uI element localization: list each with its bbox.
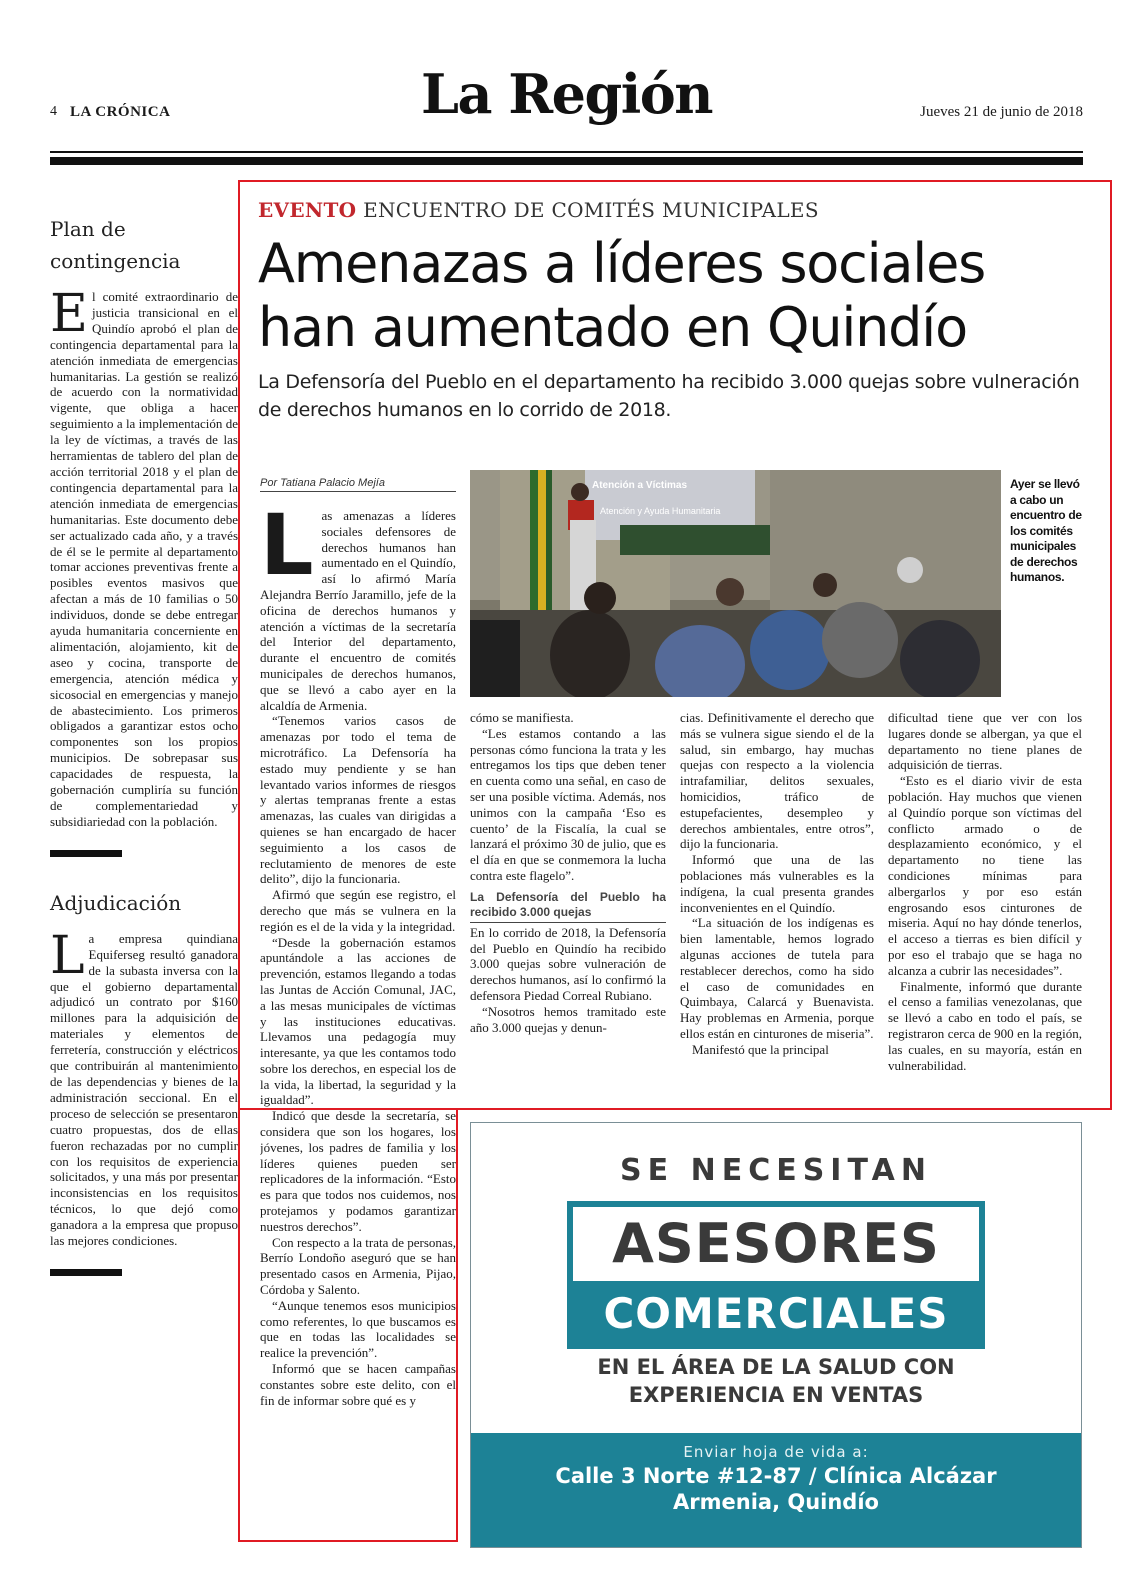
article-paragraph: cias. Definitivamente el derecho que más se vulnera sigue siendo el de la salud, sin embargo, hay muchas quejas con respecto a la violencia intrafamiliar, delitos sexuales, homicidios, tráfico de estupefacientes, desempleo y derechos ambientales, entre otros”, dijo la funcionaria. (680, 710, 874, 852)
article-paragraph: Informó que una de las poblaciones más vulnerables es la indígena, la cual presenta grandes inconvenientes en el Quindío. (680, 852, 874, 915)
article-kicker (258, 198, 1083, 222)
article-paragraph: Indicó que desde la secretaría, se considera que son los hogares, los jóvenes, los padres de familia y los líderes quienes pueden ser replicadores de la información. “Esto es para que todos nos cuidemos, nos protejamos y podamos garantizar nuestros derechos”. (260, 1108, 456, 1234)
article-paragraph: “La situación de los indígenas es bien lamentable, hemos logrado algunas acciones de tutela para restablecer derechos, como ha sido el caso de comunidades en Quimbaya, Calarcá y Buenavista. Hay problemas en Armenia, porque ellos están en cinturones de miseria”. (680, 915, 874, 1041)
article-column-4 (888, 710, 1082, 1105)
ad-contact-band (471, 1433, 1081, 1547)
job-advertisement (470, 1122, 1082, 1548)
ad-contact-address: Calle 3 Norte #12-87 / Clínica Alcázar (555, 1464, 997, 1488)
photo-caption: Ayer se llevó a cabo un encuentro de los comités municipales de derechos humanos. (1010, 477, 1082, 584)
article-paragraph: Manifestó que la principal (692, 1041, 829, 1057)
article-paragraph: “Nosotros hemos tramitado este año 3.000 quejas y denun- (470, 1003, 666, 1035)
sidebar-heading-adjudicacion: Adjudicación (50, 890, 182, 915)
article-paragraph: cómo se manifiesta. (470, 710, 574, 725)
ad-requirement-line: EN EL ÁREA DE LA SALUD CON (597, 1355, 955, 1379)
sidebar-body-adjudicacion: a empresa quindiana Equiferseg resultó ganadora de la subasta inversa con la que el gobierno departamental adjudicó un contrato por $160 millones para la adquisición de materiales y elementos de ferretería, construcción y eléctricos que contribuirán al mantenimiento de las dependencias y bienes de la administración seccional. En el proceso de selección se presentaron cuatro propuestas, dos de ellas fueron rechazadas por no cumplir con los requisitos de experiencia solicitados, y una más por presentar inconsistencias en los requisitos técnicos, lo que dejó como ganadora a la empresa que propuso las mejores condiciones. (50, 930, 238, 1249)
article-paragraph: dificultad tiene que ver con los lugares donde se albergan, ya que el departamento no tiene planes de adquisición de tierras. (888, 710, 1082, 773)
masthead-rule-thick (50, 157, 1083, 165)
sidebar-divider-bottom (50, 1269, 122, 1276)
masthead (50, 62, 1083, 166)
article-paragraph: “Tenemos varios casos de amenazas por todo el tema de microtráfico. La Defensoría ha estado muy pendiente y se han levantado varios informes de riesgos y alertas tempranas frente a estas amenazas, las cuales van dirigidas a quienes se han encargado de hacer seguimiento a los casos de reclutamiento de menores de este delito”, dijo la funcionaria. (260, 713, 456, 887)
sidebar-text-adjudicacion (50, 925, 238, 1249)
article-paragraph: Con respecto a la trata de personas, Berrío Londoño aseguró que se han presentado casos en Armenia, Pijao, Córdoba y Salento. (260, 1234, 456, 1298)
paragraph-text: as amenazas a líderes sociales defensores de derechos humanos han aumentado en el Quindío, así lo afirmó María Alejandra Berrío Jaramillo, jefe de la oficina de derechos humanos y atención a víctimas de la secretaría del Interior del departamento, durante el encuentro de comités municipales de derechos humanos, que se llevó a cabo ayer en la alcaldía de Armenia. (260, 508, 456, 713)
article-paragraph: Finalmente, informó que durante el censo a familias venezolanas, que se llevó a cabo en todo el país, se registraron cerca de 900 en la región, las cuales, en su mayoría, están en vulnerabilidad. (888, 978, 1082, 1073)
masthead-rule-thin (50, 151, 1083, 153)
sidebar-divider (50, 850, 122, 857)
kicker-text: ENCUENTRO DE COMITÉS MUNICIPALES (356, 198, 819, 222)
ad-title-main: ASESORES (573, 1207, 979, 1281)
photo-illustration (470, 470, 1001, 697)
issue-date: Jueves 21 de junio de 2018 (920, 104, 1083, 120)
article-deck: La Defensoría del Pueblo en el departamento ha recibido 3.000 quejas sobre vulneración de derechos humanos en lo corrido de 2018. (258, 371, 1080, 421)
highlight-connector (456, 1108, 1112, 1110)
article-column-2 (470, 710, 666, 1105)
article-paragraph: “Esto es el diario vivir de esta población. Hay muchos que vienen al Quindío porque son víctimas del conflicto armado o de desplazamiento económico, y el departamento no tiene las condiciones mínimas para albergarlos y por eso están engrosando esos cinturones de miseria. Aquí no hay dónde tenerlos, el acceso a tierras es bien difícil y por eso el trabajo que se haga no alcanza a cubrir las necesidades”. (888, 773, 1082, 978)
section-title: La Región (420, 62, 713, 126)
article-paragraph (260, 508, 456, 713)
ad-requirements (471, 1353, 1081, 1409)
kicker-label: EVENTO (258, 198, 357, 222)
page-number: 4 (50, 104, 57, 119)
publication-name: LA CRÓNICA (70, 104, 171, 120)
article-paragraph: “Aunque tenemos esos municipios como referentes, lo que buscamos es que en todas las localidades se realice la prevención”. (260, 1297, 456, 1361)
ad-requirement-line: EXPERIENCIA EN VENTAS (628, 1383, 924, 1407)
article-headline: Amenazas a líderes sociales han aumentado en Quindío (258, 232, 986, 359)
article-column-1 (260, 508, 456, 1536)
article-header (258, 198, 1083, 424)
ad-heading: SE NECESITAN (620, 1153, 932, 1188)
sidebar-text-plan (50, 284, 238, 830)
sidebar-column (50, 213, 238, 1276)
article-column-3 (680, 710, 874, 1105)
sidebar-dropcap-adjudicacion: L (50, 925, 85, 986)
sidebar-heading-plan: Plan de contingencia (50, 217, 181, 273)
photo-screen-title: Atención a Víctimas (592, 480, 688, 491)
sidebar-dropcap-plan: E (50, 284, 88, 344)
article-paragraph: “Desde la gobernación estamos apuntándole a las acciones de prevención, estamos llegando a todas las Juntas de Acción Comunal, JAC, a las mesas municipales de víctimas y las instituciones educativas. Llevamos una pedagogía muy interesante, ya que les contamos todo sobre los derechos, en especial los de la vida, la libertad, la seguridad y la igualdad”. (260, 934, 456, 1108)
article-paragraph: Afirmó que según ese registro, el derecho que más se vulnera en la región es el de la vida y la integridad. (260, 887, 456, 934)
sidebar-body-plan: l comité extraordinario de justicia transicional en el Quindío aprobó el plan de contingencia departamental para la atención inmediata de emergencias humanitarias. La gestión se realizó de acuerdo con la normatividad vigente, que obliga a hacer seguimiento a la implementación de la ley de víctimas, a través de las herramientas de tablero del plan de acción territorial 2018 y el plan de contingencia departamental para la atención inmediata de emergencias humanitarias. Este documento debe ser actualizado cada año, y a través de él se le permite al departamento tomar acciones preventivas frente a posibles eventos masivos que afectan a más de 10 familias o 50 individuos, donde se debe entregar ayuda humanitaria concerniente en alimentación, alojamiento, kit de aseo y cocina, transporte de emergencia, atención médica y sicosocial en emergencias y manejo de abastecimiento. Los primeros obligados a garantizar estos ocho componentes son los propios municipios. De sobrepasar sus capacidades de respuesta, la gobernación cumpliría su función de complementariedad y subsidiariedad con la población. (50, 289, 238, 829)
article-byline: Por Tatiana Palacio Mejía (260, 477, 456, 492)
article-paragraph: En lo corrido de 2018, la Defensoría del Pueblo en Quindío ha recibido 3.000 quejas sobre vulneración de derechos humanos, así lo confirmó la defensora Piedad Correal Rubiano. (470, 924, 666, 1003)
article-paragraph: Informó que se hacen campañas constantes sobre este delito, con el fin de informar sobre qué es y (260, 1361, 456, 1408)
article-dropcap: L (260, 508, 314, 594)
article-paragraph: “Les estamos contando a las personas cómo funciona la trata y les entregamos los tips que deben tener en cuenta como una señal, en caso de ser una posible víctima. Además, nos unimos con la campaña ‘Eso es cuento’ de la Fiscalía, la cual se lanzará el próximo 30 de julio, que es el día en que se conmemora la lucha contra este flagelo”. (470, 725, 666, 883)
ad-contact-city: Armenia, Quindío (673, 1490, 879, 1514)
article-subhead: La Defensoría del Pueblo ha recibido 3.000 quejas (470, 890, 666, 923)
ad-title-secondary: COMERCIALES (603, 1289, 949, 1338)
ad-title-box (567, 1201, 985, 1349)
article-photo (470, 470, 1001, 697)
photo-screen-subtitle: Atención y Ayuda Humanitaria (600, 506, 721, 516)
ad-contact-label: Enviar hoja de vida a: (683, 1443, 869, 1461)
